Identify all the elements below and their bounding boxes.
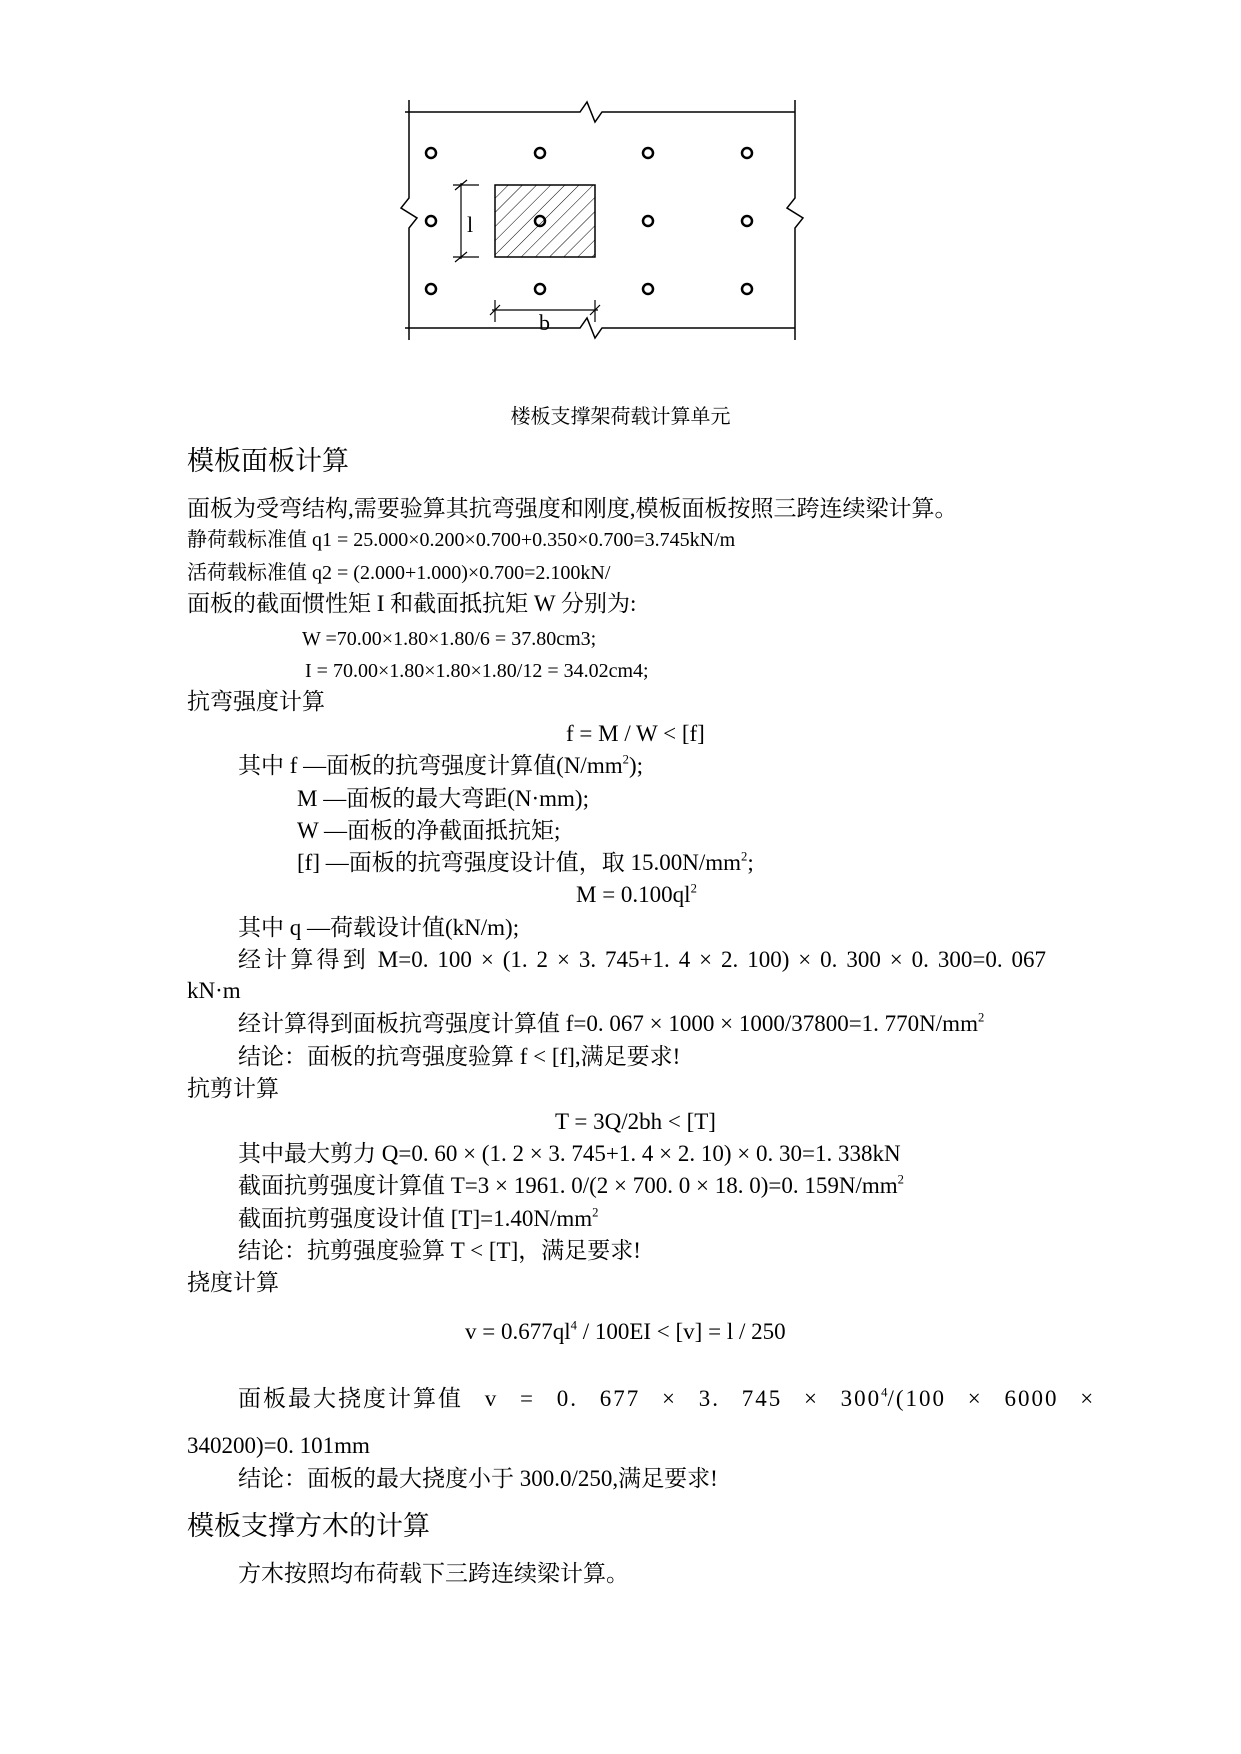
- dimension-l-label: l: [467, 212, 474, 237]
- section-heading-timber: 模板支撑方木的计算: [187, 1511, 430, 1541]
- shear-heading: 抗剪计算: [187, 1076, 279, 1101]
- deflection-heading: 挠度计算: [187, 1270, 279, 1295]
- def-q: 其中 q —荷载设计值(kN/m);: [238, 915, 520, 940]
- design-t: 截面抗剪强度设计值 $[T]=1.40N/mm^2$: [238, 1205, 599, 1231]
- bending-conclusion: 结论：面板的抗弯强度验算 f < [f],满足要求!: [238, 1044, 681, 1069]
- max-shear: 其中最大剪力 Q=0. 60 × (1. 2 × 3. 745+1. 4 × 2. 10) × 0. 30=1. 338kN: [238, 1141, 901, 1166]
- section-heading-panel: 模板面板计算: [187, 446, 349, 476]
- shear-formula: T = 3Q/2bh < [T]: [555, 1109, 716, 1134]
- panel-intro: 面板为受弯结构,需要验算其抗弯强度和刚度,模板面板按照三跨连续梁计算。: [187, 496, 958, 521]
- load-unit-diagram: [395, 100, 835, 380]
- calc-m-line2: kN·m: [187, 978, 241, 1003]
- static-load-line: 静荷载标准值 q1 = 25.000×0.200×0.700+0.350×0.700=3.745kN/m: [187, 529, 736, 551]
- deflection-formula: $v = 0.677ql^4 / 100EI < [v] = l / 250$: [465, 1318, 786, 1344]
- def-ff: [f] —面板的抗弯强度设计值，取 $15.00N/mm^2$;: [297, 849, 754, 875]
- m-formula: $M = 0.100ql^2$: [576, 881, 697, 907]
- shear-conclusion: 结论：抗剪强度验算 T < [T]，满足要求!: [238, 1238, 641, 1263]
- deflection-calc-line1: 面板最大挠度计算值 v = 0. 677 × 3. $745 \times 300^4/(100 \times 6000$ ×: [238, 1385, 1096, 1411]
- timber-intro: 方木按照均布荷载下三跨连续梁计算。: [238, 1561, 629, 1586]
- live-load-line: 活荷载标准值 q2 = (2.000+1.000)×0.700=2.100kN/: [187, 562, 611, 584]
- deflection-calc-line2: 340200)=0. 101mm: [187, 1433, 370, 1458]
- bending-heading: 抗弯强度计算: [187, 689, 325, 714]
- w-formula: W =70.00×1.80×1.80/6 = 37.80cm3;: [302, 628, 597, 650]
- def-w: W —面板的净截面抵抗矩;: [297, 818, 561, 843]
- calc-m-line1: 经计算得到 M=0. 100 × (1. 2 × 3. 745+1. 4 × 2. 100) × 0. 300 × 0. 300=0. 067: [238, 947, 1046, 972]
- calc-f: 经计算得到面板抗弯强度计算值 f=0. 067 × 1000 × 1000/37800=1. $770N/mm^2$: [238, 1010, 985, 1036]
- deflection-conclusion: 结论：面板的最大挠度小于 300.0/250,满足要求!: [238, 1466, 718, 1491]
- bending-formula: f = M / W < [f]: [566, 721, 705, 746]
- def-f: 其中 f —面板的抗弯强度计算值$(N/mm^2)$;: [238, 752, 643, 778]
- i-formula: I = 70.00×1.80×1.80×1.80/12 = 34.02cm4;: [305, 660, 649, 682]
- dimension-b-label: b: [539, 310, 550, 335]
- calc-t: 截面抗剪强度计算值 T=3 × 1961. 0/(2 × 700. 0 × 18. 0)=0. $159N/mm^2$: [238, 1172, 904, 1198]
- diagram-caption: 楼板支撑架荷载计算单元: [510, 406, 731, 428]
- inertia-intro: 面板的截面惯性矩 I 和截面抵抗矩 W 分别为:: [187, 591, 637, 616]
- dimension-l: [453, 180, 479, 262]
- def-m: M —面板的最大弯距(N·mm);: [297, 786, 589, 811]
